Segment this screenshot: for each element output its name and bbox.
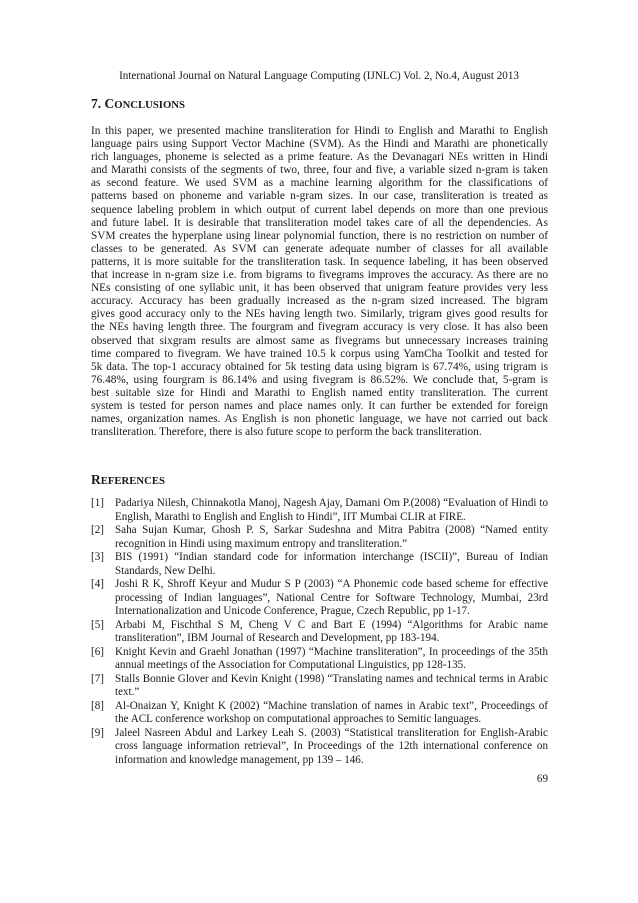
references-heading-initial: R — [91, 472, 101, 487]
paragraph-line: 5k data. The top-1 accuracy obtained for 5k testing data using bigram is 67.74%, using trigram is — [91, 360, 548, 373]
references-heading-rest: EFERENCES — [100, 475, 165, 487]
reference-number: [4] — [91, 578, 104, 590]
reference-number: [6] — [91, 645, 104, 658]
reference-text: BIS (1991) “Indian standard code for information interchange (ISCII)”, Bureau of Indian Standards, New Delhi. — [115, 551, 548, 577]
conclusions-paragraph — [91, 125, 548, 439]
reference-number: [7] — [91, 672, 104, 685]
paragraph-line: names, organization names. As English is non phonetic language, we have not carried out back — [91, 413, 548, 426]
paragraph-line: In this paper, we presented machine transliteration for Hindi to English and Marathi to English — [91, 125, 548, 137]
paragraph-line: patterns, it is more suitable for the transliteration task. In sequence labeling, it has been observed — [91, 255, 548, 268]
section-heading-number: 7. C — [91, 96, 115, 111]
reference-text: Arbabi M, Fischthal S M, Cheng V C and Bart E (1994) “Algorithms for Arabic name transliteration”, IBM Journal of Research and Development, pp 183-194. — [115, 618, 548, 644]
reference-item — [91, 524, 548, 551]
reference-text: Al-Onaizan Y, Knight K (2002) “Machine translation of names in Arabic text”, Proceedings of the ACL conference workshop on computational approaches to Semitic languages. — [115, 699, 548, 725]
paragraph-line: and Marathi consists of the segments of two, three, four and five, a variable sized n-gram is taken — [91, 164, 548, 177]
paragraph-line: transliteration. Therefore, there is also future scope to perform the back transliteration. — [91, 426, 482, 439]
section-heading-rest: ONCLUSIONS — [114, 99, 185, 111]
paragraph-line: rich languages, phoneme is selected as a prime feature. As the Devanagari NEs written in Hindi — [91, 151, 548, 164]
paragraph-line: system is tested for person names and place names only. It can further be extended for foreign — [91, 399, 548, 412]
reference-number: [9] — [91, 726, 104, 739]
reference-number: [3] — [91, 551, 104, 563]
section-heading-conclusions — [91, 96, 185, 112]
paragraph-line: the NEs having length three. The fourgram and fivegram accuracy is very close. It has also been — [91, 321, 548, 334]
reference-text: Saha Sujan Kumar, Ghosh P. S, Sarkar Sudeshna and Mitra Pabitra (2008) “Named entity recognition in Hindi using maximum entropy and transliteration.” — [115, 524, 548, 550]
references-list — [91, 497, 548, 767]
paragraph-line: and future label. It is desirable that transliteration model takes care of all the dependencies. As — [91, 216, 548, 229]
paragraph-line: accuracy. Accuracy has been gradually increased as the n-gram sized increased. The bigram — [91, 295, 548, 308]
paragraph-line: as second feature. We used SVM as a machine learning algorithm for the classifications of — [91, 177, 548, 190]
paragraph-line: 76.48%, using fourgram is 86.14% and using fivegram is 86.52%. We conclude that, 5-gram is — [91, 373, 548, 386]
reference-text: Joshi R K, Shroff Keyur and Mudur S P (2003) “A Phonemic code based scheme for effective processing of Indian languages”, National Centre for Software Technology, Mumbai, 23rd Internationalization and Unicode Conference, Prague, Czech Republic, pp 1-17. — [115, 578, 548, 617]
reference-text: Knight Kevin and Graehl Jonathan (1997) “Machine transliteration”, In proceedings of the 35th annual meetings of the Association for Computational Linguistics, pp 128-135. — [115, 645, 548, 671]
paragraph-line: sequence labeling problem in which output of current label depends on more than one previous — [91, 203, 548, 216]
paragraph-line: language pairs using Support Vector Machine (SVM). As the Hindi and Marathi are phonetically — [91, 138, 548, 151]
reference-text: Padariya Nilesh, Chinnakotla Manoj, Nagesh Ajay, Damani Om P.(2008) “Evaluation of Hindi to English, Marathi to English and English to Hindi”, IIT Mumbai CLIR at FIRE. — [115, 497, 548, 523]
page-number: 69 — [536, 773, 548, 785]
reference-item — [91, 551, 548, 578]
reference-item — [91, 727, 548, 768]
reference-item — [91, 578, 548, 619]
section-heading-references — [91, 472, 165, 488]
reference-item — [91, 497, 548, 524]
paragraph-line: observed that sixgram results are almost same as fivegrams but unnecessary increases training — [91, 334, 548, 347]
paragraph-line: SVM creates the hyperplane using linear polynomial function, there is no restriction on number of — [91, 229, 548, 242]
paragraph-line: best suitable size for Hindi and Marathi to English named entity transliteration. The current — [91, 386, 548, 399]
reference-number: [8] — [91, 699, 104, 712]
reference-item — [91, 700, 548, 727]
reference-item — [91, 619, 548, 646]
reference-text: Stalls Bonnie Glover and Kevin Knight (1998) “Translating names and technical terms in Arabic text.” — [115, 672, 548, 698]
reference-item — [91, 673, 548, 700]
reference-item — [91, 646, 548, 673]
paragraph-line: time compared to fivegram. We have trained 10.5 k corpus using YamCha Toolkit and tested for — [91, 347, 548, 360]
reference-number: [2] — [91, 524, 104, 536]
reference-number: [1] — [91, 497, 104, 509]
paragraph-line: NEs consisting of one syllabic unit, it has been observed that unigram feature provides very less — [91, 282, 548, 295]
running-header: International Journal on Natural Language Computing (IJNLC) Vol. 2, No.4, August 2013 — [119, 70, 519, 82]
paragraph-line: classes to be generated. As SVM can generate adequate number of classes for all available — [91, 242, 548, 255]
paragraph-line: patterns based on phoneme and variable n-gram sizes. In our case, transliteration is treated as — [91, 190, 548, 203]
reference-text: Jaleel Nasreen Abdul and Larkey Leah S. (2003) “Statistical transliteration for English-Arabic cross language information retrieval”, In Proceedings of the 12th international conference on information and knowledge management, pp 139 – 146. — [115, 726, 548, 766]
paragraph-line: gives good accuracy only to the NEs having length two. Similarly, trigram gives good results for — [91, 308, 548, 321]
reference-number: [5] — [91, 618, 104, 631]
paragraph-line: that increase in n-gram size i.e. from bigrams to fivegrams improves the accuracy. As there are no — [91, 269, 548, 282]
